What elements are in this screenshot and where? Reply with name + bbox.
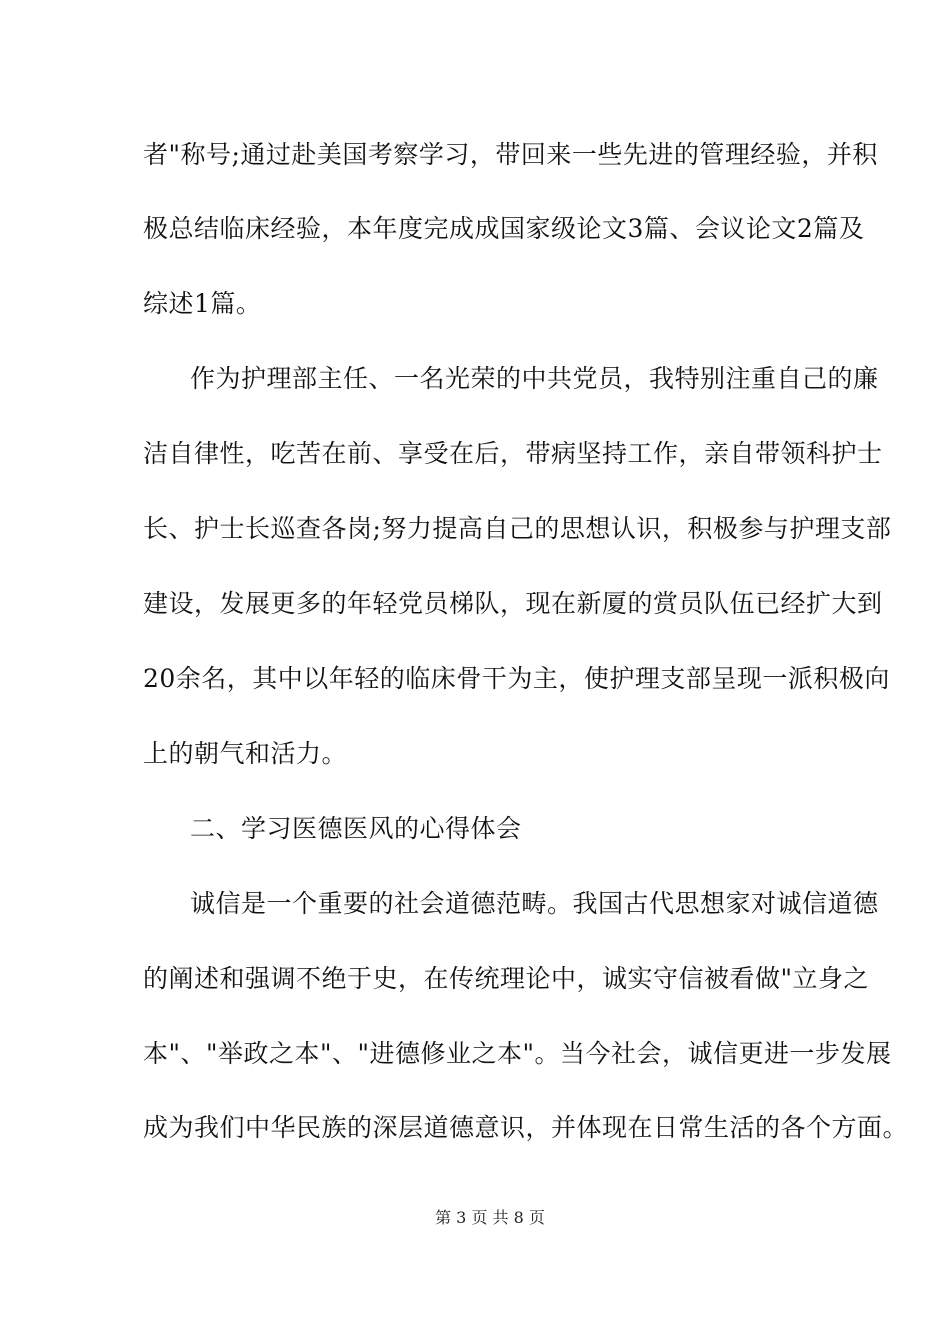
text-line: 的阐述和强调不绝于史，在传统理论中，诚实守信被看做"立身之 — [143, 964, 870, 993]
text-line: 建设，发展更多的年轻党员梯队，现在新厦的赏员队伍已经扩大到 — [143, 589, 883, 618]
text-line: 上的朝气和活力。 — [143, 739, 348, 768]
text-line: 20余名，其中以年轻的临床骨干为主，使护理支部呈现一派积极向 — [143, 664, 890, 693]
text-line: 本"、"举政之本"、"进德修业之本"。当今社会，诚信更进一步发展 — [143, 1039, 892, 1068]
text-line: 长、护士长巡查各岗;努力提高自己的思想认识，积极参与护理支部 — [143, 514, 892, 543]
text-line: 洁自律性，吃苦在前、享受在后，带病坚持工作，亲自带领科护士 — [143, 439, 883, 468]
text-line: 综述1篇。 — [143, 289, 262, 318]
text-line: 成为我们中华民族的深层道德意识，并体现在日常生活的各个方面。 — [143, 1113, 909, 1142]
section-heading: 二、学习医德医风的心得体会 — [190, 814, 522, 843]
text-line: 极总结临床经验，本年度完成成国家级论文3篇、会议论文2篇及 — [143, 214, 865, 243]
page-number-footer: 第 3 页 共 8 页 — [435, 1208, 545, 1227]
paragraph-first-line: 诚信是一个重要的社会道德范畴。我国古代思想家对诚信道德 — [190, 889, 879, 918]
paragraph-first-line: 作为护理部主任、一名光荣的中共党员，我特别注重自己的廉 — [190, 364, 879, 393]
text-line: 者"称号;通过赴美国考察学习，带回来一些先进的管理经验，并积 — [143, 140, 878, 169]
